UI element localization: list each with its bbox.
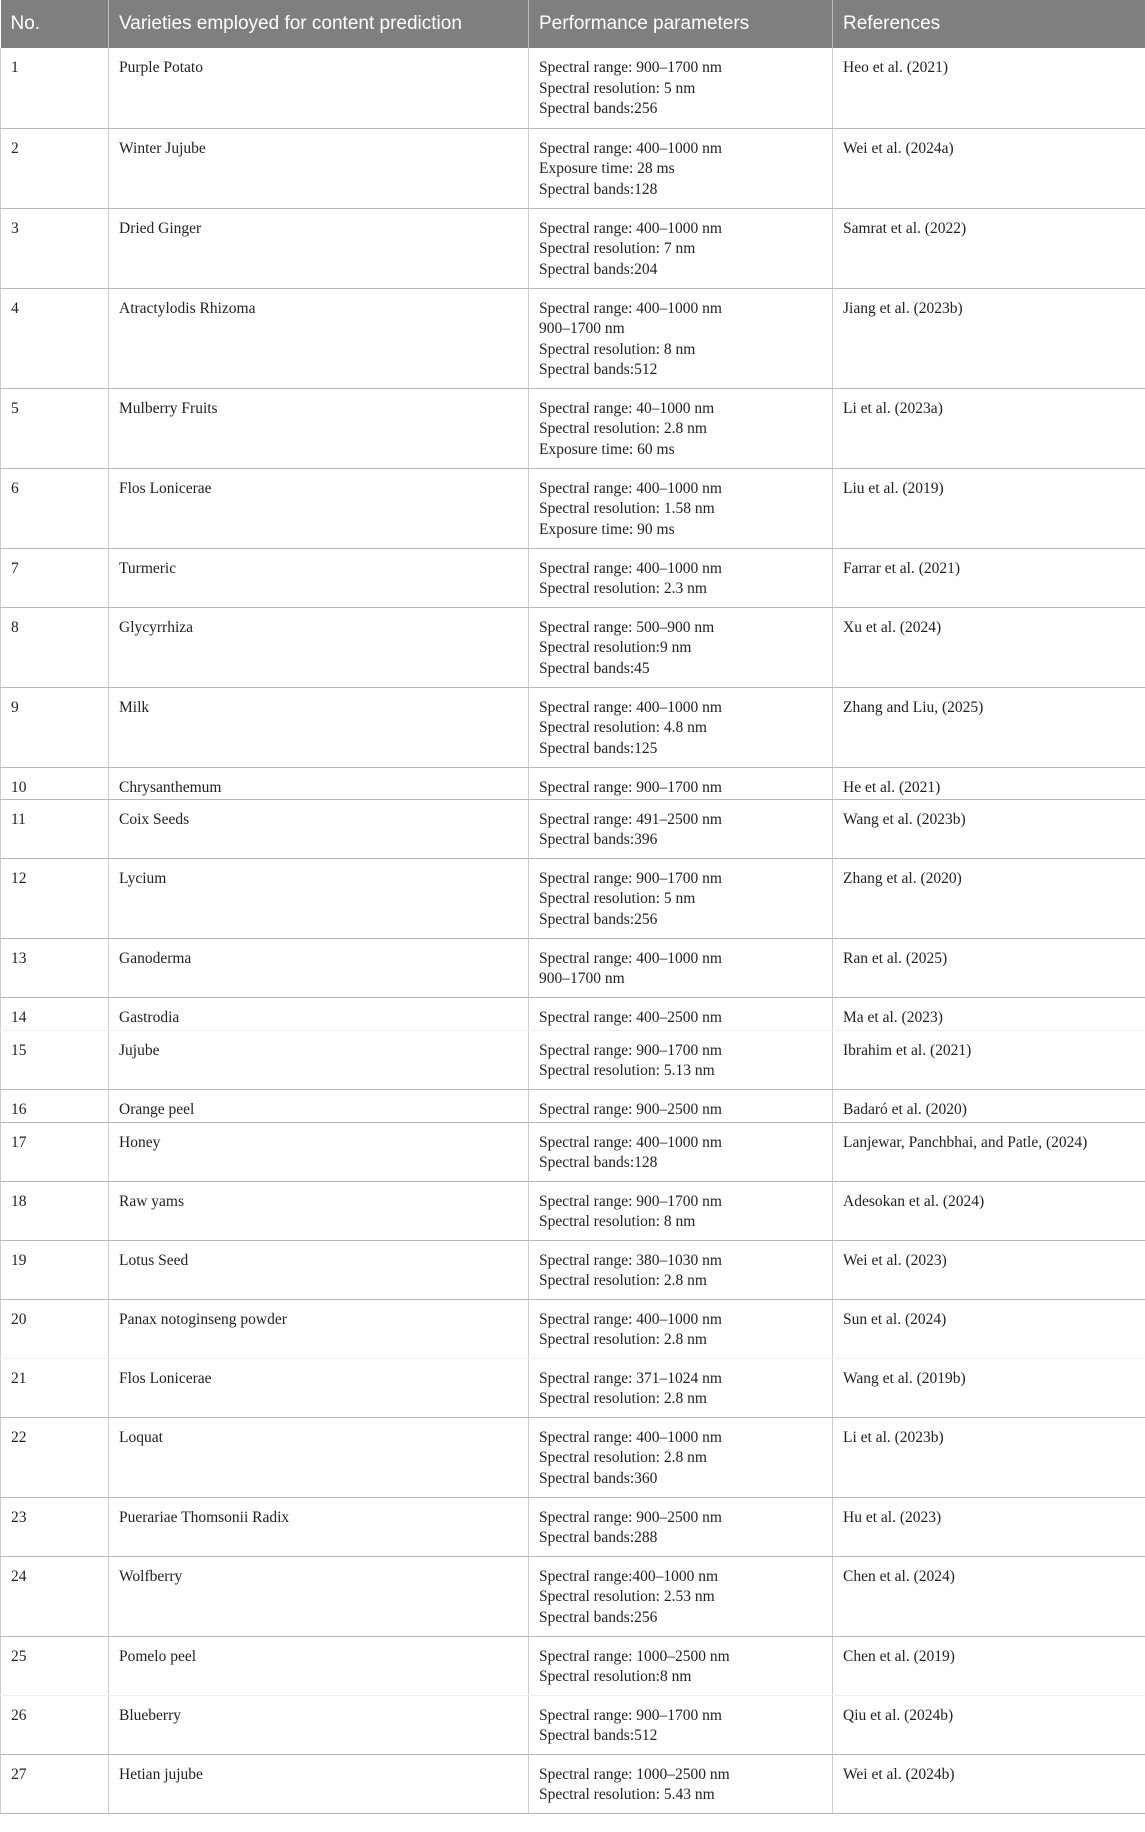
cell-variety: Glycyrrhiza [109,607,529,687]
parameter-line: Spectral resolution: 8 nm [539,340,696,358]
cell-variety: Winter Jujube [109,128,529,208]
cell-reference: Liu et al. (2019) [833,468,1145,548]
table-row [1,607,1145,687]
cell-performance-parameters [529,1497,833,1556]
cell-variety: Wolfberry [109,1556,529,1636]
cell-reference: He et al. (2021) [833,767,1145,799]
parameter-line: Spectral range: 400–1000 nm [539,479,722,497]
table-row [1,468,1145,548]
cell-reference: Wang et al. (2019b) [833,1358,1145,1417]
table-row [1,548,1145,607]
parameter-line: 900–1700 nm [539,970,625,987]
cell-variety: Orange peel [109,1089,529,1122]
parameter-line: Spectral range: 40–1000 nm [539,399,715,417]
cell-no: 12 [1,858,109,938]
cell-no: 19 [1,1240,109,1299]
cell-no: 1 [1,48,109,128]
cell-no: 6 [1,468,109,548]
parameter-line: Spectral resolution:8 nm [539,1668,692,1685]
cell-variety: Puerariae Thomsonii Radix [109,1497,529,1556]
table-row [1,997,1145,1030]
cell-variety: Flos Lonicerae [109,468,529,548]
cell-performance-parameters [529,799,833,858]
cell-reference: Ma et al. (2023) [833,997,1145,1030]
cell-variety: Milk [109,687,529,767]
table-row [1,1299,1145,1358]
cell-reference: Wei et al. (2024a) [833,128,1145,208]
header-varieties: Varieties employed for content prediction [109,0,529,48]
parameter-line: Spectral resolution: 2.53 nm [539,1588,715,1605]
table-row [1,1695,1145,1754]
parameter-line: Spectral bands:256 [539,1608,658,1626]
cell-no: 10 [1,767,109,799]
cell-performance-parameters [529,938,833,997]
cell-performance-parameters [529,858,833,938]
cell-variety: Turmeric [109,548,529,607]
cell-performance-parameters [529,1358,833,1417]
table-row [1,388,1145,468]
cell-no: 15 [1,1030,109,1089]
parameter-line: Spectral bands:288 [539,1529,658,1546]
parameter-line: Spectral range: 400–1000 nm [539,1310,722,1328]
cell-no: 17 [1,1122,109,1181]
parameter-line: Spectral resolution: 1.58 nm [539,500,715,517]
cell-no: 8 [1,607,109,687]
parameter-line: Exposure time: 28 ms [539,160,675,177]
parameter-line: Spectral resolution: 5.43 nm [539,1786,715,1803]
cell-performance-parameters [529,767,833,799]
parameter-line: Spectral bands:512 [539,1727,658,1744]
parameter-line: Spectral resolution: 7 nm [539,240,696,257]
cell-reference: Ran et al. (2025) [833,938,1145,997]
cell-reference: Li et al. (2023b) [833,1417,1145,1497]
cell-reference: Xu et al. (2024) [833,607,1145,687]
parameter-line: Spectral range: 1000–2500 nm [539,1647,730,1665]
parameter-line: Spectral resolution: 5.13 nm [539,1062,715,1079]
cell-performance-parameters [529,997,833,1030]
parameter-line: Spectral bands:256 [539,910,658,928]
parameter-line: Spectral resolution: 5 nm [539,890,696,907]
table-row [1,1181,1145,1240]
header-row [1,0,1145,48]
cell-no: 7 [1,548,109,607]
parameter-line: Spectral range: 371–1024 nm [539,1369,722,1387]
cell-performance-parameters [529,1754,833,1813]
parameter-line: Spectral range: 400–1000 nm [539,559,722,577]
parameter-line: Spectral range: 400–1000 nm [539,949,722,967]
cell-no: 22 [1,1417,109,1497]
cell-variety: Flos Lonicerae [109,1358,529,1417]
cell-reference: Wei et al. (2024b) [833,1754,1145,1813]
cell-reference: Heo et al. (2021) [833,48,1145,128]
parameter-line: Spectral range: 1000–2500 nm [539,1765,730,1783]
table-row [1,48,1145,128]
parameter-line: Spectral resolution: 2.8 nm [539,1390,707,1407]
table-row [1,1122,1145,1181]
cell-reference: Chen et al. (2019) [833,1636,1145,1695]
cell-variety: Atractylodis Rhizoma [109,288,529,388]
cell-performance-parameters [529,208,833,288]
parameter-line: Spectral resolution: 2.3 nm [539,580,707,597]
cell-performance-parameters [529,128,833,208]
header-references: References [833,0,1145,48]
parameter-line: Spectral range: 900–1700 nm [539,1706,722,1724]
table-row [1,128,1145,208]
table-row [1,799,1145,858]
cell-variety: Blueberry [109,1695,529,1754]
parameter-line: Spectral range: 500–900 nm [539,618,715,636]
cell-variety: Raw yams [109,1181,529,1240]
cell-reference: Jiang et al. (2023b) [833,288,1145,388]
table-row [1,1089,1145,1122]
cell-no: 25 [1,1636,109,1695]
parameter-line: Exposure time: 60 ms [539,440,675,458]
cell-performance-parameters [529,1181,833,1240]
cell-performance-parameters [529,607,833,687]
parameter-line: Spectral bands:128 [539,1154,658,1171]
cell-reference: Qiu et al. (2024b) [833,1695,1145,1754]
cell-reference: Zhang and Liu, (2025) [833,687,1145,767]
cell-variety: Gastrodia [109,997,529,1030]
cell-performance-parameters [529,468,833,548]
parameter-line: Spectral bands:256 [539,100,658,117]
header-performance-parameters: Performance parameters [529,0,833,48]
parameter-line: Spectral bands:125 [539,739,658,757]
cell-no: 21 [1,1358,109,1417]
parameter-line: Spectral range: 900–1700 nm [539,778,722,796]
cell-no: 14 [1,997,109,1030]
cell-no: 2 [1,128,109,208]
cell-variety: Ganoderma [109,938,529,997]
parameter-line: Spectral resolution:9 nm [539,639,692,656]
parameter-line: Spectral resolution: 2.8 nm [539,420,707,437]
table-row [1,858,1145,938]
table-row [1,288,1145,388]
cell-variety: Lotus Seed [109,1240,529,1299]
parameter-line: Spectral range: 400–1000 nm [539,1133,722,1151]
cell-no: 26 [1,1695,109,1754]
cell-performance-parameters [529,1240,833,1299]
cell-no: 20 [1,1299,109,1358]
cell-variety: Loquat [109,1417,529,1497]
parameter-line: Spectral range: 400–1000 nm [539,698,722,716]
cell-performance-parameters [529,548,833,607]
parameter-line: Spectral range: 900–1700 nm [539,1041,722,1059]
cell-reference: Chen et al. (2024) [833,1556,1145,1636]
cell-reference: Farrar et al. (2021) [833,548,1145,607]
parameter-line: Spectral range: 400–2500 nm [539,1008,722,1026]
parameter-line: Spectral range: 380–1030 nm [539,1251,722,1269]
cell-reference: Adesokan et al. (2024) [833,1181,1145,1240]
cell-no: 16 [1,1089,109,1122]
cell-reference: Lanjewar, Panchbhai, and Patle, (2024) [833,1122,1145,1181]
cell-variety: Pomelo peel [109,1636,529,1695]
table-row [1,1556,1145,1636]
cell-no: 18 [1,1181,109,1240]
cell-variety: Lycium [109,858,529,938]
cell-variety: Honey [109,1122,529,1181]
cell-performance-parameters [529,1636,833,1695]
parameter-line: Spectral bands:360 [539,1469,658,1487]
table-row [1,938,1145,997]
cell-no: 5 [1,388,109,468]
cell-performance-parameters [529,1417,833,1497]
table-row [1,767,1145,799]
parameter-line: Exposure time: 90 ms [539,520,675,538]
cell-performance-parameters [529,1695,833,1754]
cell-performance-parameters [529,388,833,468]
cell-performance-parameters [529,48,833,128]
table-row [1,1417,1145,1497]
parameter-line: 900–1700 nm [539,320,625,337]
cell-variety: Chrysanthemum [109,767,529,799]
cell-variety: Dried Ginger [109,208,529,288]
table-row [1,1636,1145,1695]
cell-performance-parameters [529,687,833,767]
parameter-line: Spectral range: 900–1700 nm [539,1192,722,1210]
cell-reference: Zhang et al. (2020) [833,858,1145,938]
parameter-line: Spectral bands:45 [539,659,650,677]
cell-performance-parameters [529,1089,833,1122]
table-row [1,1358,1145,1417]
table-row [1,1497,1145,1556]
cell-reference: Hu et al. (2023) [833,1497,1145,1556]
table-row [1,1240,1145,1299]
table-header [1,0,1145,48]
cell-no: 11 [1,799,109,858]
cell-no: 13 [1,938,109,997]
cell-performance-parameters [529,288,833,388]
parameter-line: Spectral range: 400–1000 nm [539,219,722,237]
parameter-line: Spectral bands:128 [539,180,658,198]
cell-reference: Wang et al. (2023b) [833,799,1145,858]
cell-reference: Wei et al. (2023) [833,1240,1145,1299]
parameter-line: Spectral resolution: 4.8 nm [539,719,707,736]
header-no: No. [1,0,109,48]
cell-no: 27 [1,1754,109,1813]
parameter-line: Spectral range: 400–1000 nm [539,299,722,317]
parameter-line: Spectral resolution: 5 nm [539,79,696,97]
parameter-line: Spectral range:400–1000 nm [539,1567,719,1585]
parameter-line: Spectral bands:204 [539,260,658,278]
cell-variety: Coix Seeds [109,799,529,858]
cell-variety: Hetian jujube [109,1754,529,1813]
parameter-line: Spectral range: 491–2500 nm [539,810,722,828]
parameter-line: Spectral range: 400–1000 nm [539,1428,722,1446]
parameter-line: Spectral range: 400–1000 nm [539,139,722,157]
table-row [1,1754,1145,1813]
cell-no: 3 [1,208,109,288]
cell-reference: Li et al. (2023a) [833,388,1145,468]
parameter-line: Spectral resolution: 2.8 nm [539,1449,707,1466]
cell-variety: Mulberry Fruits [109,388,529,468]
table-row [1,687,1145,767]
parameter-line: Spectral bands:512 [539,361,658,378]
cell-variety: Purple Potato [109,48,529,128]
parameter-line: Spectral bands:396 [539,831,658,848]
parameter-line: Spectral range: 900–1700 nm [539,869,722,887]
cell-reference: Ibrahim et al. (2021) [833,1030,1145,1089]
cell-performance-parameters [529,1299,833,1358]
cell-reference: Sun et al. (2024) [833,1299,1145,1358]
parameter-line: Spectral range: 900–2500 nm [539,1508,722,1526]
parameter-line: Spectral resolution: 2.8 nm [539,1272,707,1289]
table-row [1,1030,1145,1089]
cell-no: 4 [1,288,109,388]
cell-no: 9 [1,687,109,767]
cell-performance-parameters [529,1122,833,1181]
cell-reference: Samrat et al. (2022) [833,208,1145,288]
cell-reference: Badaró et al. (2020) [833,1089,1145,1122]
cell-variety: Panax notoginseng powder [109,1299,529,1358]
cell-no: 23 [1,1497,109,1556]
parameter-line: Spectral range: 900–1700 nm [539,59,722,76]
cell-no: 24 [1,1556,109,1636]
table-row [1,208,1145,288]
cell-performance-parameters [529,1556,833,1636]
parameter-line: Spectral range: 900–2500 nm [539,1100,722,1118]
parameter-line: Spectral resolution: 8 nm [539,1213,696,1230]
cell-variety: Jujube [109,1030,529,1089]
parameter-line: Spectral resolution: 2.8 nm [539,1331,707,1348]
table-body [1,48,1145,1813]
cell-performance-parameters [529,1030,833,1089]
